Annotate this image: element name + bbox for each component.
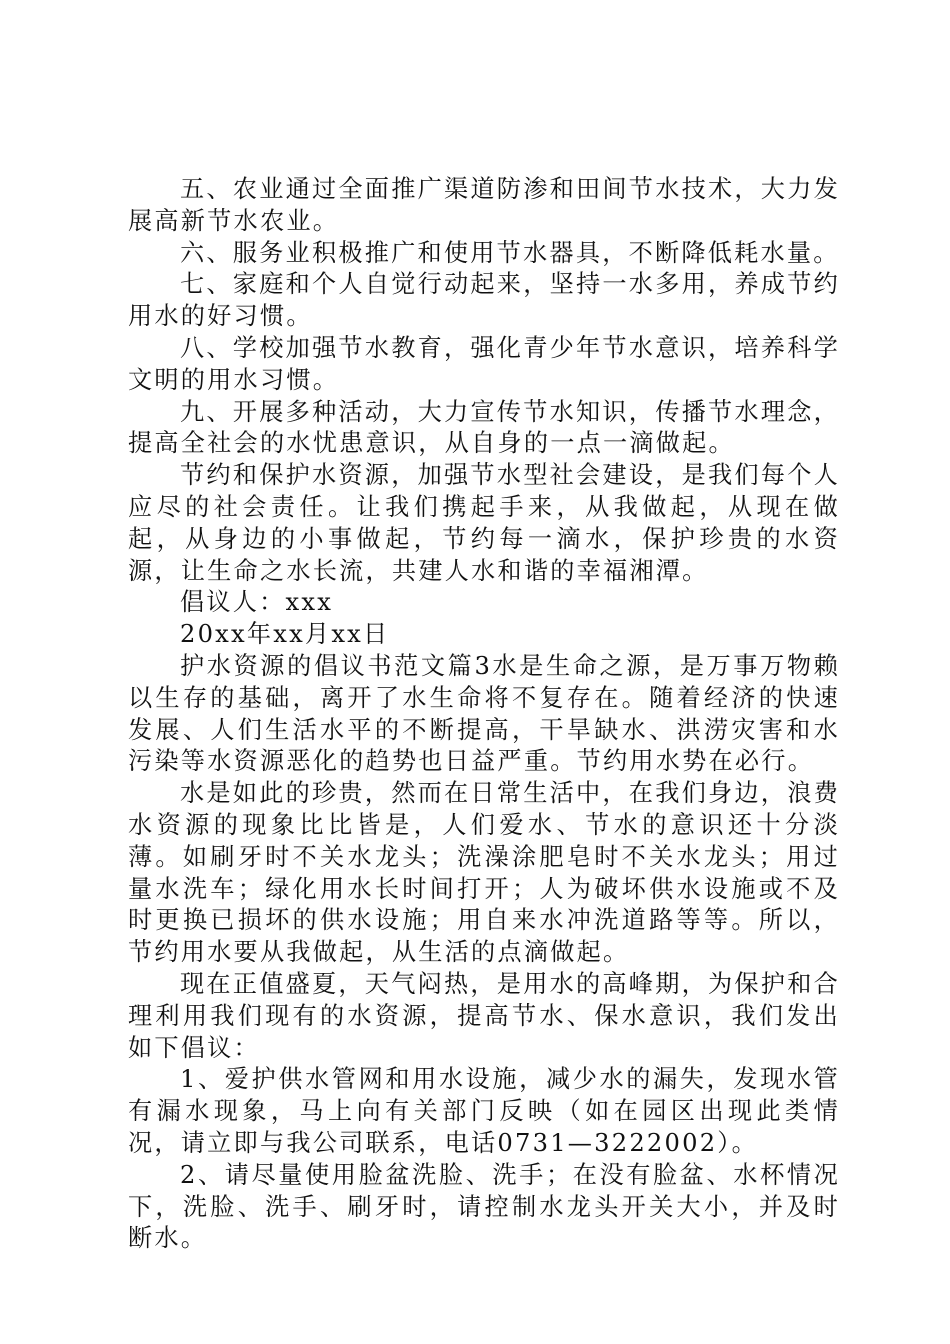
proposal-item-2: 2、请尽量使用脸盆洗脸、洗手；在没有脸盆、水杯情况下，洗脸、洗手、刷牙时，请控制水龙头开关大小，并及时断水。 — [128, 1160, 840, 1253]
initiator-line: 倡议人：xxx — [180, 588, 334, 617]
paragraph-item-5: 五、农业通过全面推广渠道防渗和田间节水技术，大力发展高新节水农业。 — [128, 175, 840, 235]
paragraph-conclusion: 节约和保护水资源，加强节水型社会建设，是我们每个人应尽的社会责任。让我们携起手来，从我做起，从现在做起，从身边的小事做起，节约每一滴水，保护珍贵的水资源，让生命之水长流，共建人水和谐的幸福湘潭。 — [128, 461, 840, 585]
date-line: 20xx年xx月xx日 — [180, 620, 390, 649]
paragraph-item-6: 六、服务业积极推广和使用节水器具，不断降低耗水量。 — [180, 238, 840, 267]
paragraph-item-9: 九、开展多种活动，大力宣传节水知识，传播节水理念，提高全社会的水忧患意识，从自身的一点一滴做起。 — [128, 397, 840, 458]
paragraph-item-8: 八、学校加强节水教育，强化青少年节水意识，培养科学文明的用水习惯。 — [128, 333, 840, 394]
proposal-intro: 现在正值盛夏，天气闷热，是用水的高峰期，为保护和合理利用我们现有的水资源，提高节水、保水意识，我们发出如下倡议： — [128, 969, 840, 1062]
waste-paragraph: 水是如此的珍贵，然而在日常生活中，在我们身边，浪费水资源的现象比比皆是，人们爱水、节水的意识还十分淡薄。如刷牙时不关水龙头；洗澡涂肥皂时不关水龙头；用过量水洗车；绿化用水长时间打开；人为破坏供水设施或不及时更换已损坏的供水设施；用自来水冲洗道路等等。所以，节约用水要从我做起，从生活的点滴做起。 — [128, 779, 840, 967]
paragraph-item-7: 七、家庭和个人自觉行动起来，坚持一水多用，养成节约用水的好习惯。 — [128, 270, 840, 331]
document-body — [128, 174, 840, 1255]
article-3-intro: 护水资源的倡议书范文篇3水是生命之源，是万事万物赖以生存的基础，离开了水生命将不复存在。随着经济的快速发展、人们生活水平的不断提高，干旱缺水、洪涝灾害和水污染等水资源恶化的趋势也日益严重。节约用水势在必行。 — [128, 651, 840, 776]
proposal-item-1: 1、爱护供水管网和用水设施，减少水的漏失，发现水管有漏水现象，马上向有关部门反映（如在园区出现此类情况，请立即与我公司联系，电话0731—3222002）。 — [128, 1065, 840, 1157]
